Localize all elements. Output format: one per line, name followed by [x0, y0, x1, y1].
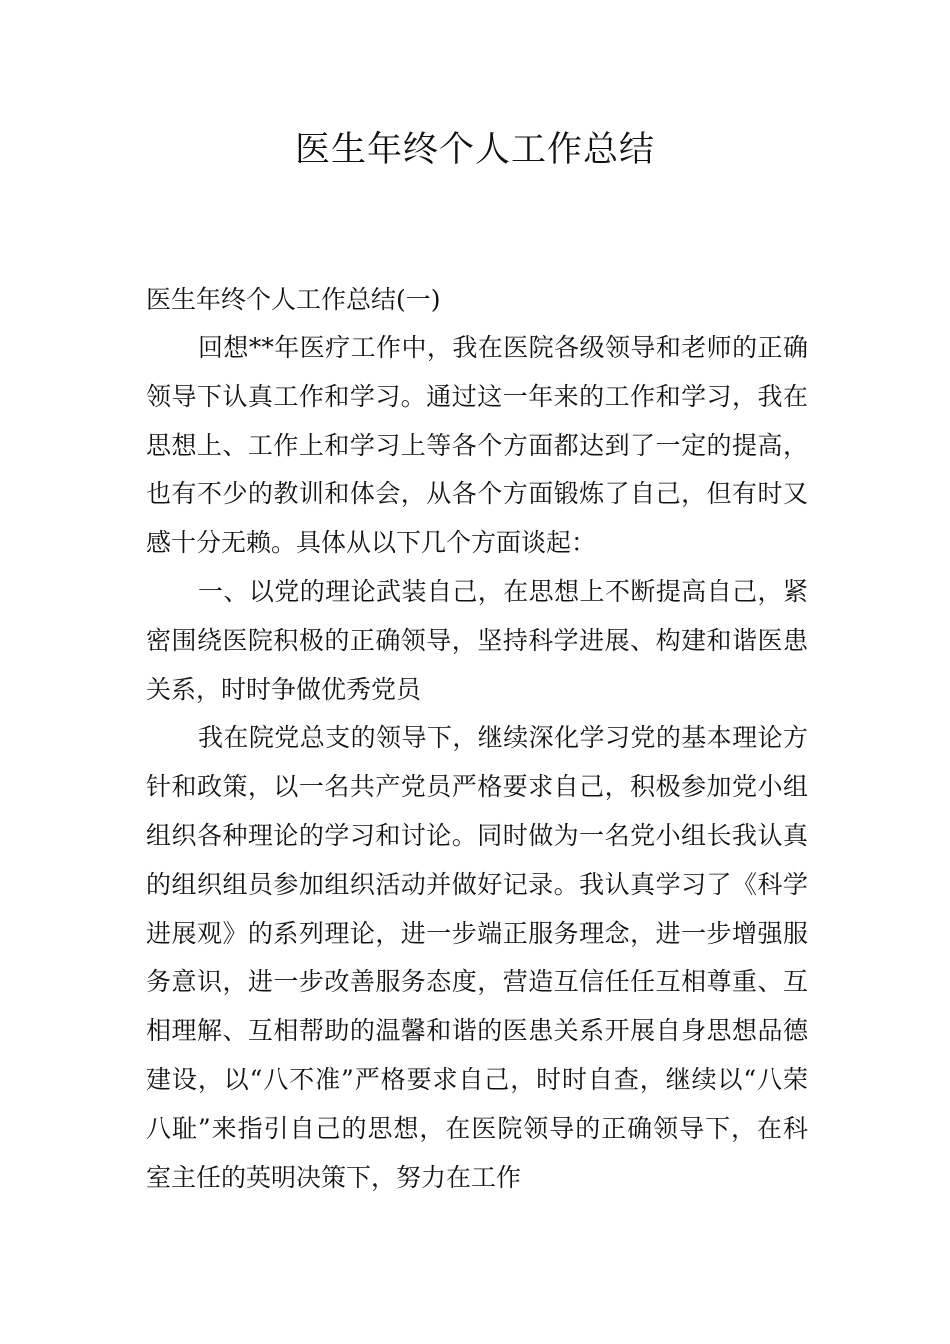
- paragraph-party-study: 我在院党总支的领导下，继续深化学习党的基本理论方针和政策，以一名共产党员严格要求自己，积极参加党小组组织各种理论的学习和讨论。同时做为一名党小组长我认真的组织组员参加组织活动并做好记录。我认真学习了《科学进展观》的系列理论，进一步端正服务理念，进一步增强服务意识，进一步改善服务态度，营造互信任任互相尊重、互相理解、互相帮助的温馨和谐的医患关系开展自身思想品德建设，以“八不准”严格要求自己，时时自查，继续以“八荣八耻”来指引自己的思想，在医院领导的正确领导下，在科室主任的英明决策下，努力在工作: [146, 723, 808, 1192]
- document-title: 医生年终个人工作总结: [294, 130, 655, 170]
- paragraph-intro: 回想**年医疗工作中，我在医院各级领导和老师的正确领导下认真工作和学习。通过这一年来的工作和学习，我在思想上、工作上和学习上等各个方面都达到了一定的提高，也有不少的教训和体会，从各个方面锻炼了自己，但有时又感十分无赖。具体从以下几个方面谈起：: [146, 333, 808, 558]
- paragraph-section-one-heading: 一、以党的理论武装自己，在思想上不断提高自己，紧密围绕医院积极的正确领导，坚持科学进展、构建和谐医患关系，时时争做优秀党员: [146, 576, 808, 704]
- document-body: [146, 276, 808, 1202]
- section-subtitle: 医生年终个人工作总结(一): [146, 285, 441, 314]
